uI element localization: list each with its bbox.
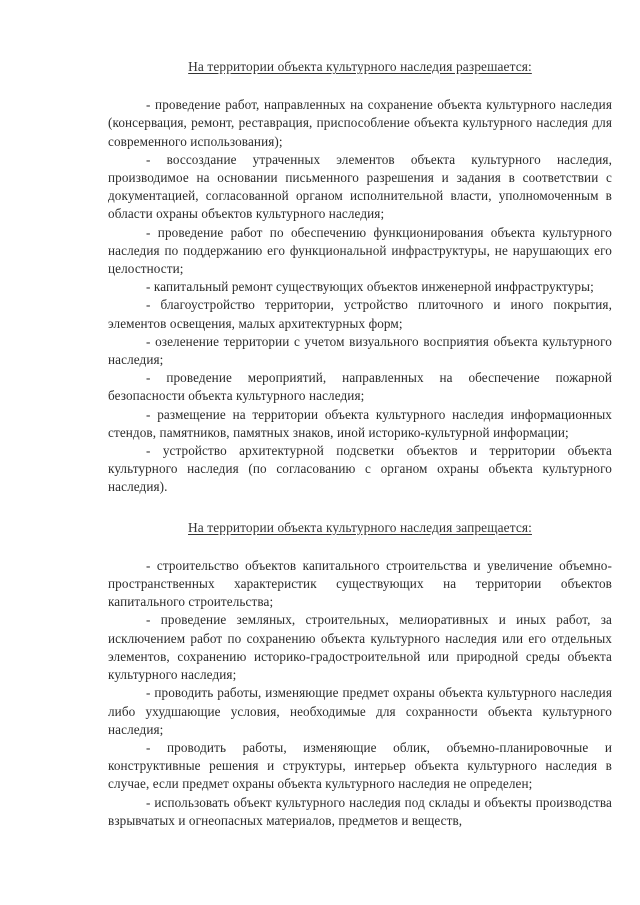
list-item: - проведение работ по обеспечению функционирования объекта культурного наследия по поддержанию его функциональной инфраструктуры, не нарушающих его целостности; (108, 224, 612, 277)
list-item: - проводить работы, изменяющие облик, объемно-планировочные и конструктивные решения и структуры, интерьер объекта культурного наследия в случае, если предмет охраны объекта культурного наследия не определен; (108, 739, 612, 792)
permitted-heading: На территории объекта культурного наследия разрешается: (188, 59, 532, 74)
permitted-list (108, 96, 612, 496)
list-item: - капитальный ремонт существующих объектов инженерной инфраструктуры; (146, 279, 594, 295)
prohibited-list (108, 557, 612, 830)
list-item: - строительство объектов капитального строительства и увеличение объемно-пространственных характеристик существующих на территории объектов капитального строительства; (108, 557, 612, 610)
list-item: - размещение на территории объекта культурного наследия информационных стендов, памятников, памятных знаков, иной историко-культурной информации; (108, 406, 612, 440)
list-item: - устройство архитектурной подсветки объектов и территории объекта культурного наследия (по согласованию с органом охраны объекта культурного наследия). (108, 443, 612, 495)
list-item: - проведение мероприятий, направленных на обеспечение пожарной безопасности объекта культурного наследия; (108, 370, 612, 404)
document-page (108, 58, 612, 830)
prohibited-heading: На территории объекта культурного наследия запрещается: (188, 519, 532, 535)
list-item: - использовать объект культурного наследия под склады и объекты производства взрывчатых и огнеопасных материалов, предметов и веществ, (108, 794, 612, 828)
list-item: - проводить работы, изменяющие предмет охраны объекта культурного наследия либо ухудшающие условия, необходимые для сохранности объекта культурного наследия; (108, 685, 612, 737)
list-item: - проведение работ, направленных на сохранение объекта культурного наследия (консервация, ремонт, реставрация, приспособление объекта культурного наследия для современного использования); (108, 97, 612, 149)
list-item: - воссоздание утраченных элементов объекта культурного наследия, производимое на основании письменного разрешения и задания в соответствии с документацией, согласованной органом исполнительной власти, уполномоченным в области охраны объектов культурного наследия; (108, 151, 612, 222)
list-item: - проведение земляных, строительных, мелиоративных и иных работ, за исключением работ по сохранению объекта культурного наследия или его отдельных элементов, сохранению историко-градостроительной или природной среды объекта культурного наследия; (108, 612, 612, 683)
list-item: - благоустройство территории, устройство плиточного и иного покрытия, элементов освещения, малых архитектурных форм; (108, 297, 612, 331)
list-item: - озеленение территории с учетом визуального восприятия объекта культурного наследия; (108, 333, 612, 368)
